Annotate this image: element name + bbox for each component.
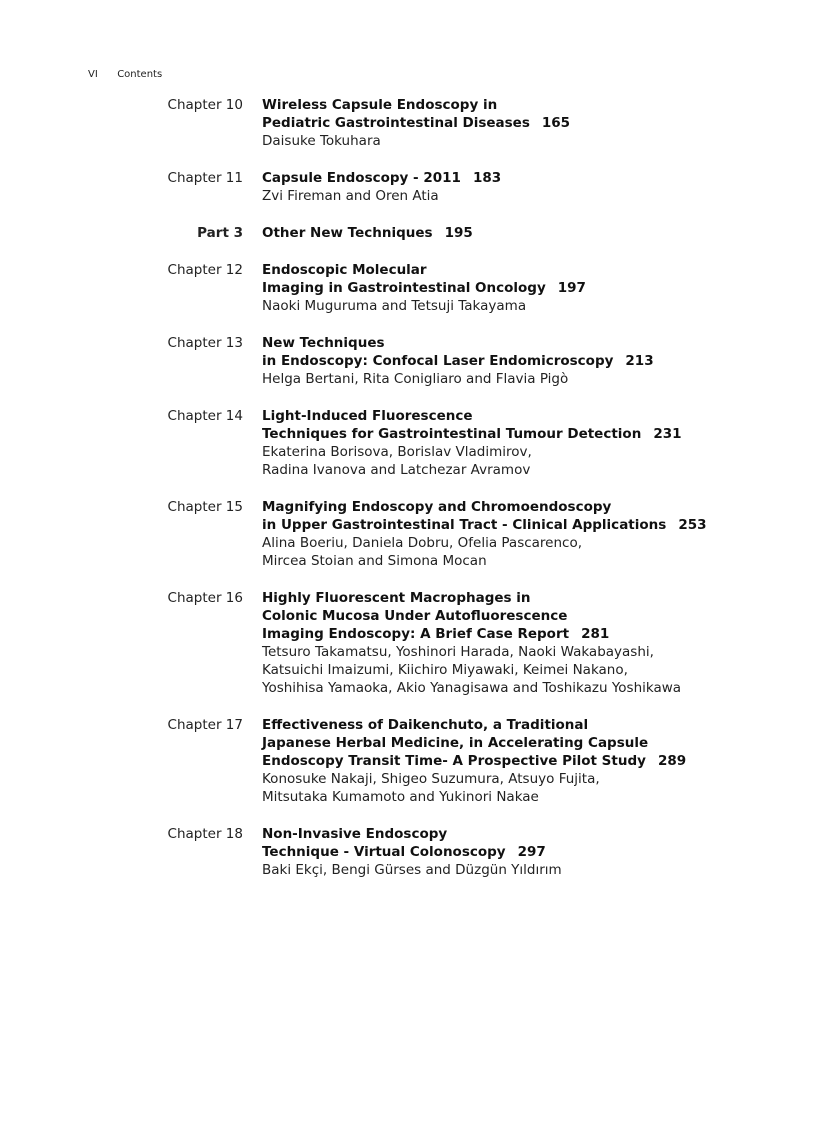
entry-body [262,261,792,315]
entry-title-text: Technique - Virtual Colonoscopy [262,844,506,860]
entry-authors: Mircea Stoian and Simona Mocan [262,553,487,569]
toc-chapter-entry[interactable] [0,169,816,205]
entry-page-number[interactable]: 297 [517,844,546,860]
entry-body [262,589,792,697]
entry-title-text: Endoscopic Molecular [262,262,427,278]
entry-title-text: Non-Invasive Endoscopy [262,826,448,842]
entry-authors: Baki Ekçi, Bengi Gürses and Düzgün Yıldırım [262,862,562,878]
entry-title-text: Imaging in Gastrointestinal Oncology [262,280,546,296]
section-title: Contents [117,69,163,80]
entry-title-text: Japanese Herbal Medicine, in Accelerating Capsule [262,735,649,751]
table-of-contents [0,96,816,898]
entry-title-line [262,261,792,279]
chapter-label: Chapter 16 [167,590,243,606]
entry-authors: Konosuke Nakaji, Shigeo Suzumura, Atsuyo Fujita, [262,771,600,787]
chapter-label: Chapter 15 [167,499,243,515]
entry-authors: Daisuke Tokuhara [262,133,381,149]
entry-title-line [262,589,792,607]
entry-title-text: Techniques for Gastrointestinal Tumour Detection [262,426,642,442]
entry-title-line [262,114,792,132]
entry-title-text: Imaging Endoscopy: A Brief Case Report [262,626,570,642]
page-number: VI [88,69,98,80]
toc-chapter-entry[interactable] [0,589,816,697]
entry-authors: Naoki Muguruma and Tetsuji Takayama [262,298,527,314]
entry-page-number[interactable]: 253 [678,517,707,533]
entry-title-text: Colonic Mucosa Under Autofluorescence [262,608,568,624]
entry-page-number[interactable]: 213 [625,353,654,369]
entry-body [262,96,792,150]
entry-page-number[interactable]: 195 [444,225,473,241]
entry-authors: Radina Ivanova and Latchezar Avramov [262,462,531,478]
entry-title-line [262,352,792,370]
entry-title-line [262,224,792,242]
entry-authors: Alina Boeriu, Daniela Dobru, Ofelia Pascarenco, [262,535,583,551]
toc-chapter-entry[interactable] [0,261,816,315]
entry-authors: Helga Bertani, Rita Conigliaro and Flavia Pigò [262,371,569,387]
chapter-label: Chapter 13 [167,335,243,351]
entry-title-text: New Techniques [262,335,385,351]
entry-title-line [262,96,792,114]
toc-part-entry[interactable] [0,224,816,242]
part-label: Part 3 [197,225,243,241]
entry-body [262,334,792,388]
entry-authors: Katsuichi Imaizumi, Kiichiro Miyawaki, Keimei Nakano, [262,662,628,678]
entry-authors: Tetsuro Takamatsu, Yoshinori Harada, Naoki Wakabayashi, [262,644,654,660]
entry-title-line [262,407,792,425]
chapter-label: Chapter 12 [167,262,243,278]
entry-title-line [262,425,792,443]
entry-title-text: Capsule Endoscopy - 2011 [262,170,461,186]
entry-authors: Mitsutaka Kumamoto and Yukinori Nakae [262,789,539,805]
entry-title-line [262,334,792,352]
entry-body [262,825,792,879]
entry-title-text: Effectiveness of Daikenchuto, a Traditional [262,717,589,733]
toc-chapter-entry[interactable] [0,825,816,879]
entry-title-line [262,734,792,752]
entry-page-number[interactable]: 183 [472,170,502,186]
entry-page-number[interactable]: 281 [581,626,610,642]
entry-title-line [262,516,792,534]
entry-title-line [262,825,792,843]
toc-chapter-entry[interactable] [0,96,816,150]
chapter-label: Chapter 11 [167,170,243,186]
entry-title-text: Magnifying Endoscopy and Chromoendoscopy [262,499,612,515]
entry-authors: Zvi Fireman and Oren Atia [262,188,439,204]
entry-title-text: Wireless Capsule Endoscopy in [262,97,498,113]
entry-title-line [262,716,792,734]
entry-title-line [262,625,792,643]
entry-page-number[interactable]: 289 [657,753,687,769]
entry-title-text: Pediatric Gastrointestinal Diseases [262,115,530,131]
entry-title-text: in Endoscopy: Confocal Laser Endomicroscopy [262,353,614,369]
chapter-label: Chapter 10 [167,97,243,113]
running-header [88,69,162,80]
entry-title-text: Highly Fluorescent Macrophages in [262,590,531,606]
entry-title-text: Endoscopy Transit Time- A Prospective Pilot Study [262,753,646,769]
toc-chapter-entry[interactable] [0,407,816,479]
entry-title-text: Other New Techniques [262,225,433,241]
entry-body [262,407,792,479]
entry-body [262,169,792,205]
entry-title-line [262,607,792,625]
toc-chapter-entry[interactable] [0,334,816,388]
entry-body [262,716,792,806]
entry-page-number[interactable]: 165 [541,115,571,131]
entry-title-line [262,752,792,770]
entry-authors: Yoshihisa Yamaoka, Akio Yanagisawa and Toshikazu Yoshikawa [262,680,682,696]
entry-title-text: Light-Induced Fluorescence [262,408,473,424]
chapter-label: Chapter 18 [167,826,243,842]
toc-chapter-entry[interactable] [0,498,816,570]
entry-body [262,224,792,242]
entry-title-line [262,169,792,187]
entry-body [262,498,792,570]
entry-title-text: in Upper Gastrointestinal Tract - Clinical Applications [262,517,667,533]
chapter-label: Chapter 14 [167,408,243,424]
entry-page-number[interactable]: 197 [557,280,586,296]
entry-authors: Ekaterina Borisova, Borislav Vladimirov, [262,444,532,460]
toc-chapter-entry[interactable] [0,716,816,806]
entry-title-line [262,843,792,861]
entry-title-line [262,498,792,516]
entry-page-number[interactable]: 231 [653,426,682,442]
entry-title-line [262,279,792,297]
chapter-label: Chapter 17 [167,717,243,733]
